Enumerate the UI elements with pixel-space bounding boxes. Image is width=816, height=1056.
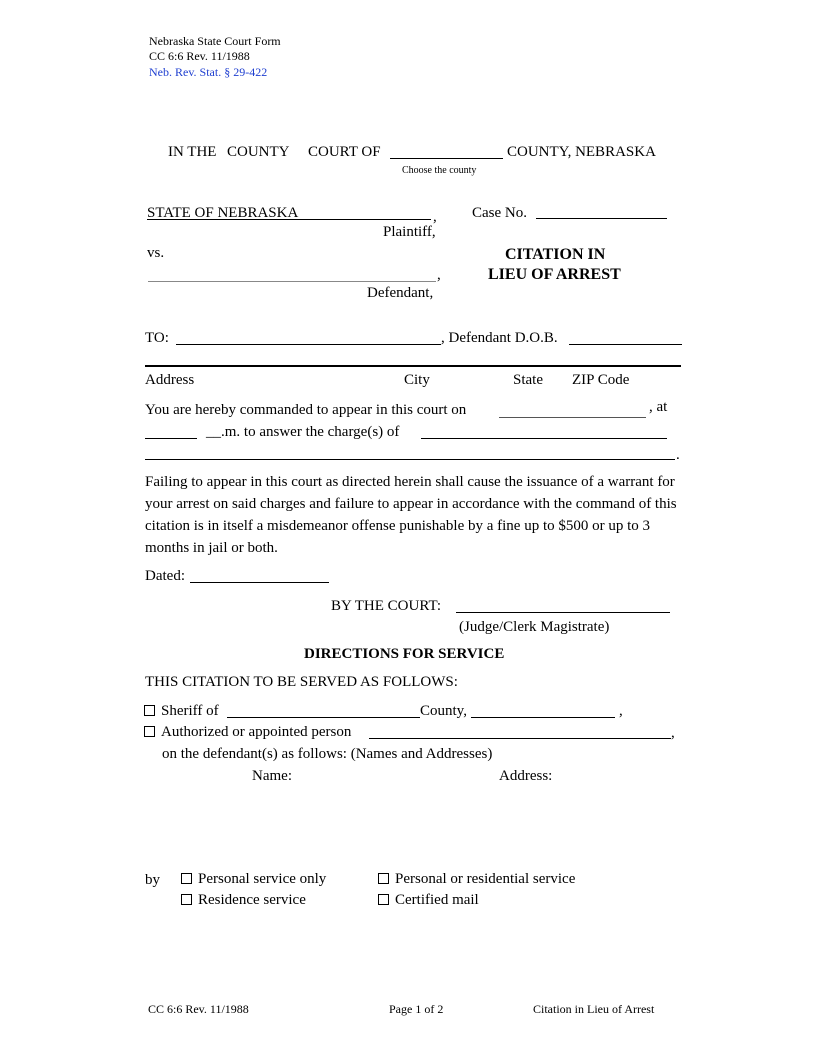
address-field[interactable] [145, 365, 681, 367]
form-name: Nebraska State Court Form [149, 34, 281, 48]
personal-only-label: Personal service only [198, 871, 327, 887]
sheriff-extra-field[interactable] [471, 717, 615, 718]
defendant-comma: , [437, 267, 441, 283]
judge-label: (Judge/Clerk Magistrate) [459, 619, 610, 635]
warning-paragraph: Failing to appear in this court as directed herein shall cause the issuance of a warrant for your arrest on said charges and failure to appear in accordance with the command of this citation is in itself a misdemeanor offense punishable by a fine up to $500 or up to 3 months in jail or both. [145, 474, 677, 556]
sheriff-label: Sheriff of [161, 703, 219, 719]
appear-time-field[interactable] [145, 438, 197, 439]
form-title-line2: LIEU OF ARREST [488, 266, 621, 283]
footer-page-number: Page 1 of 2 [389, 1002, 444, 1016]
signature-field[interactable] [456, 612, 670, 613]
county-nebraska-text: COUNTY, NEBRASKA [507, 144, 656, 160]
personal-or-residential-label: Personal or residential service [395, 871, 576, 887]
city-label: City [404, 372, 430, 388]
by-label: by [145, 872, 160, 888]
plaintiff-name: STATE OF NEBRASKA [147, 205, 299, 221]
authorized-option[interactable] [144, 723, 351, 741]
case-no-label: Case No. [472, 205, 527, 221]
dated-field[interactable] [190, 582, 329, 583]
residence-option[interactable] [181, 891, 306, 909]
personal-or-residential-checkbox[interactable] [378, 873, 389, 884]
defendant-label: Defendant, [367, 285, 434, 301]
by-the-court-label: BY THE COURT: [331, 598, 442, 614]
footer-title: Citation in Lieu of Arrest [533, 1002, 655, 1016]
plaintiff-comma: , [433, 209, 437, 225]
service-intro: THIS CITATION TO BE SERVED AS FOLLOWS: [145, 674, 458, 690]
sheriff-county-field[interactable] [227, 717, 420, 718]
service-heading: DIRECTIONS FOR SERVICE [304, 646, 505, 662]
footer-form-rev: CC 6:6 Rev. 11/1988 [148, 1002, 249, 1016]
dob-label: , Defendant D.O.B. [441, 330, 558, 346]
certified-mail-checkbox[interactable] [378, 894, 389, 905]
personal-only-checkbox[interactable] [181, 873, 192, 884]
charges-field[interactable] [421, 438, 667, 439]
zip-label: ZIP Code [572, 372, 630, 388]
charges-period: . [676, 447, 680, 463]
county-field[interactable] [390, 158, 503, 159]
dated-label: Dated: [145, 568, 185, 584]
authorized-comma: , [671, 725, 675, 741]
authorized-checkbox[interactable] [144, 726, 155, 737]
service-address-label: Address: [499, 768, 553, 784]
certified-mail-option[interactable] [378, 891, 479, 909]
m-text: __.m. to answer the charge(s) of [206, 424, 400, 440]
statute-link[interactable]: Neb. Rev. Stat. § 29-422 [149, 65, 268, 79]
authorized-person-field[interactable] [369, 738, 671, 739]
sheriff-checkbox[interactable] [144, 705, 155, 716]
court-type-select[interactable]: COUNTY [227, 144, 290, 160]
to-label: TO: [145, 330, 169, 346]
certified-mail-label: Certified mail [395, 892, 479, 908]
sheriff-option[interactable] [144, 702, 219, 720]
defendants-line: on the defendant(s) as follows: (Names and Addresses) [162, 746, 493, 762]
form-title-line1: CITATION IN [505, 246, 606, 263]
form-revision: CC 6:6 Rev. 11/1988 [149, 49, 250, 63]
case-no-field[interactable] [536, 218, 667, 219]
plaintiff-label: Plaintiff, [383, 224, 436, 240]
court-of-text: COURT OF [308, 144, 381, 160]
appear-text: You are hereby commanded to appear in this court on [145, 402, 467, 418]
residence-checkbox[interactable] [181, 894, 192, 905]
defendant-name-field[interactable] [148, 281, 436, 282]
state-label: State [513, 372, 543, 388]
to-name-field[interactable] [176, 344, 441, 345]
authorized-label: Authorized or appointed person [161, 724, 352, 740]
personal-or-residential-option[interactable] [378, 870, 575, 888]
charges-field-2[interactable] [145, 459, 675, 460]
name-label: Name: [252, 768, 292, 784]
appear-date-field[interactable] [499, 417, 646, 418]
residence-label: Residence service [198, 892, 306, 908]
plaintiff-line [147, 219, 431, 220]
address-label: Address [145, 372, 195, 388]
dob-field[interactable] [569, 344, 682, 345]
sheriff-comma: , [619, 703, 623, 719]
vs-text: vs. [147, 245, 165, 261]
personal-only-option[interactable] [181, 870, 326, 888]
sheriff-county-label: County, [420, 703, 467, 719]
at-text: , at [649, 399, 668, 415]
in-the-text: IN THE [168, 144, 217, 160]
county-hint: Choose the county [402, 165, 477, 176]
